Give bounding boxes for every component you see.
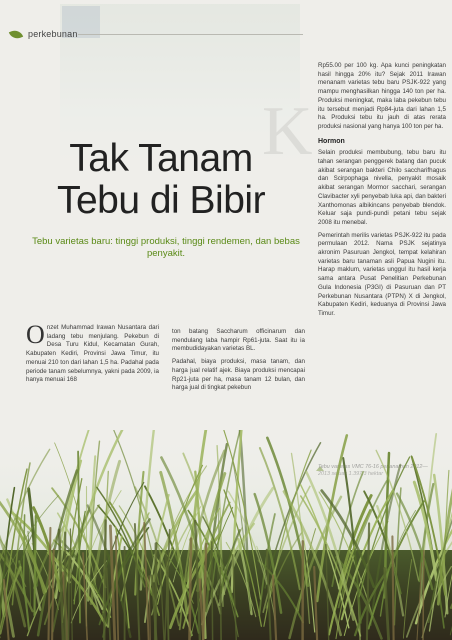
section-header [10, 26, 78, 42]
header-rule [78, 34, 303, 35]
decorative-letter: K [262, 93, 313, 170]
sugarcane-field-photo [0, 430, 452, 640]
column-1-text: nzet Muhammad Irawan Nusantara dari ladang tebu menjulang. Pekebun di Desa Turu Kidul, Kecamatan Gurah, Kabupaten Kediri, Provinsi Jawa Timur, itu menuai 210 ton dari lahan 1,5 ha. Padahal pada periode tanam sebelumnya, yakni pada 2009, ia hanya menuai 168 [26, 324, 159, 384]
column-2-paragraph-1: ton batang Saccharum officinarum dan mendulang laba hampir Rp61-juta. Saat itu ia membudidayakan varietas BL. [172, 328, 305, 353]
article-subtitle: Tebu varietas baru: tinggi produksi, tinggi rendemen, dan bebas penyakit. [32, 236, 300, 259]
body-column-3 [318, 62, 446, 323]
title-line-1: Tak Tanam [69, 137, 253, 180]
drop-cap: O [26, 320, 45, 349]
title-line-2: Tebu di Bibir [56, 179, 266, 222]
column-2-paragraph-2: Padahal, biaya produksi, masa tanam, dan harga jual relatif ajek. Biaya produksi mencapai Rp21-juta per ha, masa tanam 12 bulan, dan harga jual di tingkat pekebun [172, 358, 305, 392]
article-title [36, 138, 286, 222]
section-label: perkebunan [28, 29, 78, 39]
leaf-icon [9, 28, 23, 41]
column-3-paragraph-1: Rp55.00 per 100 kg. Apa kunci peningkatan hasil hingga 20% itu? Sejak 2011 Irawan menanam varietas tebu baru PSJK-922 yang mampu menghasilkan hingga 140 ton per ha. Produksi meningkat, maka laba pekebun tebu itu tersebut menjadi Rp84-juta dari lahan 1,5 ha. Produksi tebu itu jauh di atas rerata produksi nasional yang hanya 100 ton per ha. [318, 62, 446, 130]
body-column-2 [172, 328, 305, 397]
column-3-paragraph-3: Pemerintah merilis varietas PSJK-922 itu pada permulaan 2012. Nama PSJK sejatinya akronim Pasuruan Jengkol, tempat kelahiran varietas baru tanaman asli Papua Nugini itu. Harap maklum, varietas unggul itu hasil kerja sama antara Pusat Penelitian Perkebunan Gula Indonesia (P3GI) di Pasuruan dan PT Perkebunan Nusantara (PTPN) X di Jengkol, Kabupaten Kediri, keduanya di Provinsi Jawa Timur. [318, 231, 446, 317]
column-3-paragraph-2: Selain produksi membubung, tebu baru itu tahan serangan penggerek batang dan pucuk akibat serangan bakteri Chilo saccharifhagus dan Scirpophaga nivella, penyakit mosaik akibat serangan Mormor sacchari, serangan Clavibacter xyli penyebab luka api, dan bakteri Xanthomonas albikincans penyebab blendok. Keluar saja pundi-pundi petani tebu sejak 2008 itu menebal. [318, 149, 446, 226]
body-column-1 [26, 320, 159, 385]
subheading-hormon: Hormon [318, 137, 345, 145]
